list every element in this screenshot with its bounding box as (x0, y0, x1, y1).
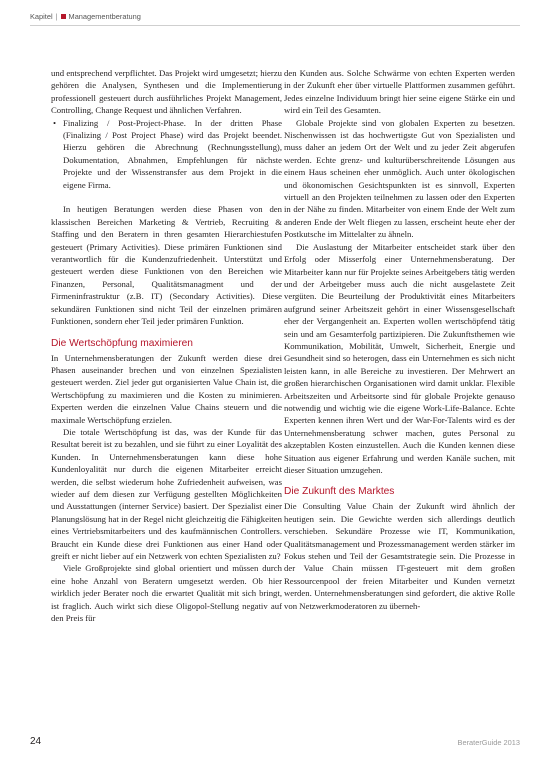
section-label: Managementberatung (68, 12, 141, 21)
chapter-label: Kapitel (30, 12, 53, 21)
right-paragraph-2: Globale Projekte sind von globalen Experten zu besetzen. Nischenwissen ist das hochwertigste Gut von Spezialisten und muss daher an jedem Ort der Welt und zu jeder Zeit abgerufen werden. Echte grenz- und kulturüberschreitende Lösungen aus einem Haus scheinen eher unmöglich. Auch unter ökologischen und ökonomischen Gesichtspunkten ist es sinnvoll, Experten virtuell an den Projekten teilnehmen zu lassen oder den Experten in der Nähe zu finden. Mitarbeiter von einem Ende der Welt zum anderen Ende der Welt fliegen zu lassen, erscheint heute eher der Postkutsche im Mittelalter zu ähneln. (284, 117, 515, 240)
running-header (30, 12, 520, 21)
left-paragraph-3: In Unternehmensberatungen der Zukunft werden diese drei Phasen auseinander brechen und von einzelnen Spezialisten gesteuert werden. Ziel jeder gut organisierten Value Chain ist, die Wertschöpfung zu maximieren und die Kosten zu minimieren. Experten werden die einzelnen Value Chains steuern und die maximale Wertschöpfung erzielen. (51, 352, 282, 425)
right-paragraph-3: Die Auslastung der Mitarbeiter entscheidet stark über den Erfolg oder Misserfolg einer Unternehmensberatung. Der Mitarbeiter kann nur für Projekte seines Arbeitgebers tätig werden und der Arbeitgeber muss auch die nicht ausgelastete Zeit vergüten. Die Beurteilung der Produktivität eines Mitarbeiters aufgrund seiner Arbeitszeit gehört in einer Wissensgesellschaft eher der Vergangenheit an. Experten wollen wertschöpfend tätig sein und am Gesamterfolg partizipieren. Die Zukunftsthemen wie Kommunikation, Mobilität, Umwelt, Sicherheit, Energie und Gesundheit sind so heterogen, dass ein Unternehmen es sich nicht leisten kann, in alle Bereiche zu investieren. Der Mehrwert an großen hierarchischen Organisationen wird damit unklar. Flexible Arbeitszeiten und Arbeitsorte sind für globale Projekte genauso notwendig und wichtig wie die eigene Work-Life-Balance. Echte Experten kennen ihren Wert und der War-For-Talents wird es der Unternehmensberatung schwer machen, gutes Personal zu akzeptablen Kosten einzustellen. Auch die Kunden kennen diese Situation aus eigener Erfahrung und werden Kanäle suchen, mit dieser Situation umzugehen. (284, 241, 515, 475)
page-number: 24 (30, 736, 42, 747)
left-intro-paragraph: und entsprechend verpflichtet. Das Projekt wird umgesetzt; hierzu gehören die Analysen, Synthesen und die Implementierung professionell gesteuert durch ausführliches Projekt Management, Controlling, Change Request und ähnlichen Verfahren. (51, 68, 282, 116)
right-paragraph-4: Die Consulting Value Chain der Zukunft wird ähnlich der heutigen sein. Die Gewichte werden sich allerdings deutlich verschieben. Sekundäre Prozesse wie IT, Kommunikation, Qualitätsmanagement und Prozessmanagement werden stärker im Fokus stehen und Teil der Gesamtstrategie sein. Die Prozesse in der Value Chain müssen IT-gesteuert mit dem großen Ressourcenpool der freien Mitarbeiter und Kunden vernetzt werden. Unternehmensberatungen sind gefordert, die aktive Rolle von Netzwerkmoderatoren zu überneh- (284, 501, 515, 611)
list-item (51, 117, 282, 191)
right-column (284, 67, 515, 612)
list-item-text: Finalizing / Post-Project-Phase. In der dritten Phase (Finalizing / Post Project Phase) wird das Projekt beendet. Hierzu gehören die Abrechnung (Rechnungsstellung), Dokumentation, Abnahmen, Empfehlungen für nächste Projekte und der Wissenstransfer aus dem Projekt in die eigene Firma. (63, 117, 282, 190)
left-paragraph-5: Viele Großprojekte sind global orientiert und müssen durch eine hohe Anzahl von Beratern umgesetzt werden. Ob hier wirklich jeder Berater noch die erwartet Qualität mit sich bringt, ist fraglich. Auch wirkt sich diese Oligopol-Stellung negativ auf den Preis für (51, 563, 282, 624)
header-divider (30, 25, 520, 26)
right-paragraph-1: den Kunden aus. Solche Schwärme von echten Experten werden in der Zukunft eher über virtuelle Plattformen zusammen geführt. Jedes einzelne Individuum bringt hier seine eigene Stärke ein und wird ein Teil des Gesamten. (284, 68, 515, 116)
red-square-icon (61, 14, 66, 19)
bullet-icon: • (53, 117, 57, 128)
header-separator: | (55, 12, 58, 21)
section-heading-wertschoepfung: Die Wertschöpfung maximieren (51, 337, 193, 349)
left-paragraph-2: In heutigen Beratungen werden diese Phasen von den klassischen Bereichen Marketing & Vertrieb, Recruiting & Staffing und den Beratern in thren gesamten Hierarchiestufen gesteuert (Primary Activities). Diese primären Funktionen sind verantwortlich für die Kundenzufriedenheit. Unterstützt und gesteuert werden diese Funktionen von den Bereichen wie Finanzen, Personal, Qualitätsmanagment und der Firmeninfrastruktur (z.B. IT) (Secondary Activities). Diese sekundären Funktionen sind nicht Teil der einzelnen primären Funktionen, sondern eher Teil jeder primären Funktion. (51, 204, 282, 327)
left-column (51, 67, 282, 624)
left-paragraph-4: Die totale Wertschöpfung ist das, was der Kunde für das Resultat bereit ist zu bezahlen, und sie führt zu einer Loyalität des Kunden. In Unternehmensberatungen kann diese hohe Kundenloyalität nur durch die eigenen Mitarbeiter erreicht werden, die selbst wiederum hohe Zufriedenheit aufweisen, was wieder auf dem diesen zur Verfügung gestellten Möglichkeiten und Ausstattungen (interner Service) basiert. Der Spezialist einer Planungslösung hat in der Regel nicht gleichzeitig die Fähigkeiten eines Vertriebsmitarbeiters und des kaufmännischen Controllers. Braucht ein Kunde diese drei Funktionen aus einer Hand oder greift er nicht lieber auf ein Netzwerk von echten Spezialisten zu? (51, 426, 282, 562)
publication-name: BeraterGuide 2013 (457, 738, 520, 747)
section-heading-zukunft: Die Zukunft des Marktes (284, 486, 395, 498)
phase-list (51, 117, 282, 191)
